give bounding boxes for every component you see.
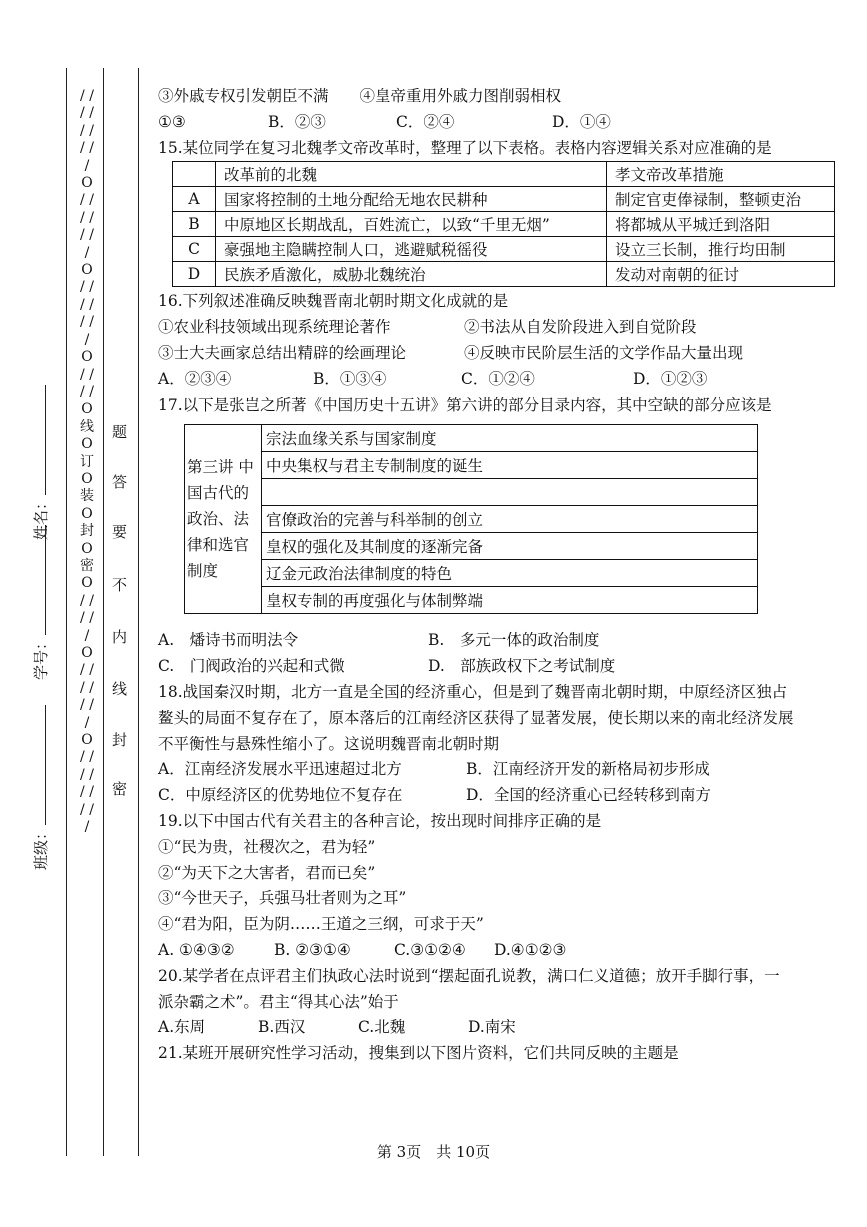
toc-entry: 皇权专制的再度强化与体制弊端 [262,587,758,614]
q14-options [158,110,838,136]
toc-entry: 中央集权与君主专制制度的诞生 [262,452,758,479]
table-row [185,506,758,533]
table-cell: 豪强地主隐瞒控制人口，逃避赋税徭役 [216,237,607,262]
class-field[interactable] [30,705,51,870]
student-id-field[interactable] [30,525,51,680]
q18-stem-line3: 不平衡性与悬殊性缩小了。这说明魏晋南北朝时期 [158,734,500,753]
table-header-row [173,162,835,187]
q18-option-d: D．全国的经济重心已经转移到南方 [466,786,711,805]
class-label: 班级： [32,824,50,870]
table-cell: 民族矛盾激化，威胁北魏统治 [216,262,607,287]
q18-options-row1 [158,757,838,783]
q20-stem-line1: 20.某学者在点评君主们执政心法时说到“摆起面孔说教，满口仁义道德；放开手脚行事，一 [158,966,780,985]
q18-stem-line1: 18.战国秦汉时期，北方一直是全国的经济重心，但是到了魏晋南北朝时期，中原经济区独占 [158,682,788,701]
binding-line-left [66,68,67,1156]
lecture-title: 第三讲 中国古代的政治、法律和选官制度 [185,425,262,614]
q19-options [158,938,838,964]
q17-options-row2 [158,654,838,680]
table-cell: 中原地区长期战乱，百姓流亡，以致“千里无烟” [216,212,607,237]
inner-char-8: 密 [112,780,128,798]
q19-item-3: ③“今世天子，兵强马壮者则为之耳” [158,889,407,908]
table-row [185,533,758,560]
q17-stem: 17.以下是张岂之所著《中国历史十五讲》第六讲的部分目录内容，其中空缺的部分应该是 [158,395,772,414]
toc-entry: 宗法血缘关系与国家制度 [262,425,758,452]
q20-option-c: C.北魏 [358,1018,406,1037]
q14-items: ③外戚专权引发朝臣不满 ④皇帝重用外戚力图削弱相权 [158,87,562,105]
table-cell: A [173,187,216,212]
table-cell: 发动对南朝的征讨 [607,262,835,287]
student-id-underline [33,525,46,635]
q19-option-c: C.③①②④ [394,940,466,959]
q20-option-a: A.东周 [158,1018,206,1037]
table-row [185,479,758,506]
inner-char-3: 要 [112,523,128,541]
q19-item-2: ②“为天下之大害者，君而已矣” [158,863,376,882]
table-cell: 将都城从平城迁到洛阳 [607,212,835,237]
table-row [173,262,835,287]
table-cell: C [173,237,216,262]
q18-option-c: C．中原经济区的优势地位不复存在 [158,786,403,805]
q16-item-3: ③士大夫画家总结出精辟的绘画理论 [158,343,407,362]
inner-char-5: 内 [112,628,128,646]
q18-option-b: B．江南经济开发的新格局初步形成 [466,760,710,779]
table-cell: B [173,212,216,237]
table-header-cell: 改革前的北魏 [216,162,607,187]
table-cell: 制定官吏俸禄制，整顿吏治 [607,187,835,212]
q18-stem-line2: 鳌头的局面不复存在了，原本落后的江南经济区获得了显著发展，使长期以来的南北经济发展 [158,708,794,727]
q16-item-4: ④反映市民阶层生活的文学作品大量出现 [464,343,744,362]
q20-options [158,1015,838,1041]
inner-char-1: 题 [112,423,128,441]
table-row [185,587,758,614]
inner-char-6: 线 [112,680,128,698]
q15-table [172,161,835,287]
q14-option-d: D．①④ [552,112,611,131]
table-cell: 国家将控制的土地分配给无地农民耕种 [216,187,607,212]
q16-stem: 16.下列叙述准确反映魏晋南北朝时期文化成就的是 [158,292,509,311]
q17-options-row1 [158,628,838,654]
q19-item-4: ④“君为阳，臣为阴……王道之三纲，可求于天” [158,915,484,934]
q16-items-row1 [158,315,838,341]
name-label: 姓名： [32,494,50,540]
table-row [185,425,758,452]
table-header-cell: 孝文帝改革措施 [607,162,835,187]
q18-options-row2 [158,783,838,809]
name-underline [33,385,46,495]
q19-option-d: D.④①②③ [494,940,567,959]
page-footer: 第 3页 共 10页 [376,1143,491,1161]
q17-table-of-contents [184,424,758,614]
table-cell: D [173,262,216,287]
toc-entry-blank [262,479,758,506]
binding-outer-column: / / / / / / / / / O / / / / / / / O / / / / / / / O / / / / O 线 O 订 O 装 O 封 O 密 O / / / / / O / / / / / / / O / / / / / / / / / [80,88,94,836]
table-row [173,237,835,262]
q14-option-a: ①③ [158,112,186,131]
q17-option-b: B. 多元一体的政治制度 [428,631,600,650]
q16-option-b: B．①③④ [313,369,387,388]
binding-line-right [138,68,139,1156]
toc-entry: 辽金元政治法律制度的特色 [262,560,758,587]
q16-item-2: ②书法从自发阶段进入到自觉阶段 [464,318,697,337]
class-underline [33,705,46,825]
q21-stem: 21.某班开展研究性学习活动，搜集到以下图片资料，它们共同反映的主题是 [158,1044,679,1063]
q17-option-a: A. 燔诗书而明法令 [158,631,299,650]
q19-option-b: B. ②③①④ [274,940,351,959]
q18-option-a: A．江南经济发展水平迅速超过北方 [158,760,402,779]
q15-stem: 15.某位同学在复习北魏孝文帝改革时，整理了以下表格。表格内容逻辑关系对应准确的是 [158,138,772,157]
q16-options [158,367,838,393]
table-row [173,187,835,212]
q20-option-b: B.西汉 [258,1018,306,1037]
q19-option-a: A. ①④③② [158,940,235,959]
binding-line-middle [103,68,104,1156]
table-row [185,560,758,587]
table-row [185,452,758,479]
q16-item-1: ①农业科技领域出现系统理论著作 [158,318,391,337]
q16-items-row2 [158,341,838,367]
q16-option-d: D．①②③ [633,369,708,388]
q17-option-d: D. 部族政权下之考试制度 [428,657,616,676]
table-row [173,212,835,237]
inner-char-2: 答 [112,473,128,491]
inner-char-4: 不 [112,576,128,594]
q20-stem-line2: 派杂霸之术”。君主“得其心法”始于 [158,992,399,1011]
student-id-label: 学号： [32,634,50,680]
toc-entry: 官僚政治的完善与科举制的创立 [262,506,758,533]
q16-option-a: A．②③④ [158,369,232,388]
inner-char-7: 封 [112,731,128,749]
q14-option-b: B．②③ [268,112,326,131]
toc-entry: 皇权的强化及其制度的逐渐完备 [262,533,758,560]
table-cell: 设立三长制，推行均田制 [607,237,835,262]
q14-option-c: C．②④ [396,112,455,131]
name-field[interactable] [30,385,51,540]
q19-stem: 19.以下中国古代有关君主的各种言论，按出现时间排序正确的是 [158,811,602,830]
exam-content [158,84,838,1067]
q19-item-1: ①“民为贵，社稷次之，君为轻” [158,837,376,856]
q20-option-d: D.南宋 [468,1018,516,1037]
q17-option-c: C. 门阀政治的兴起和式微 [158,657,345,676]
table-header-cell [173,162,216,187]
q16-option-c: C．①②④ [461,369,535,388]
